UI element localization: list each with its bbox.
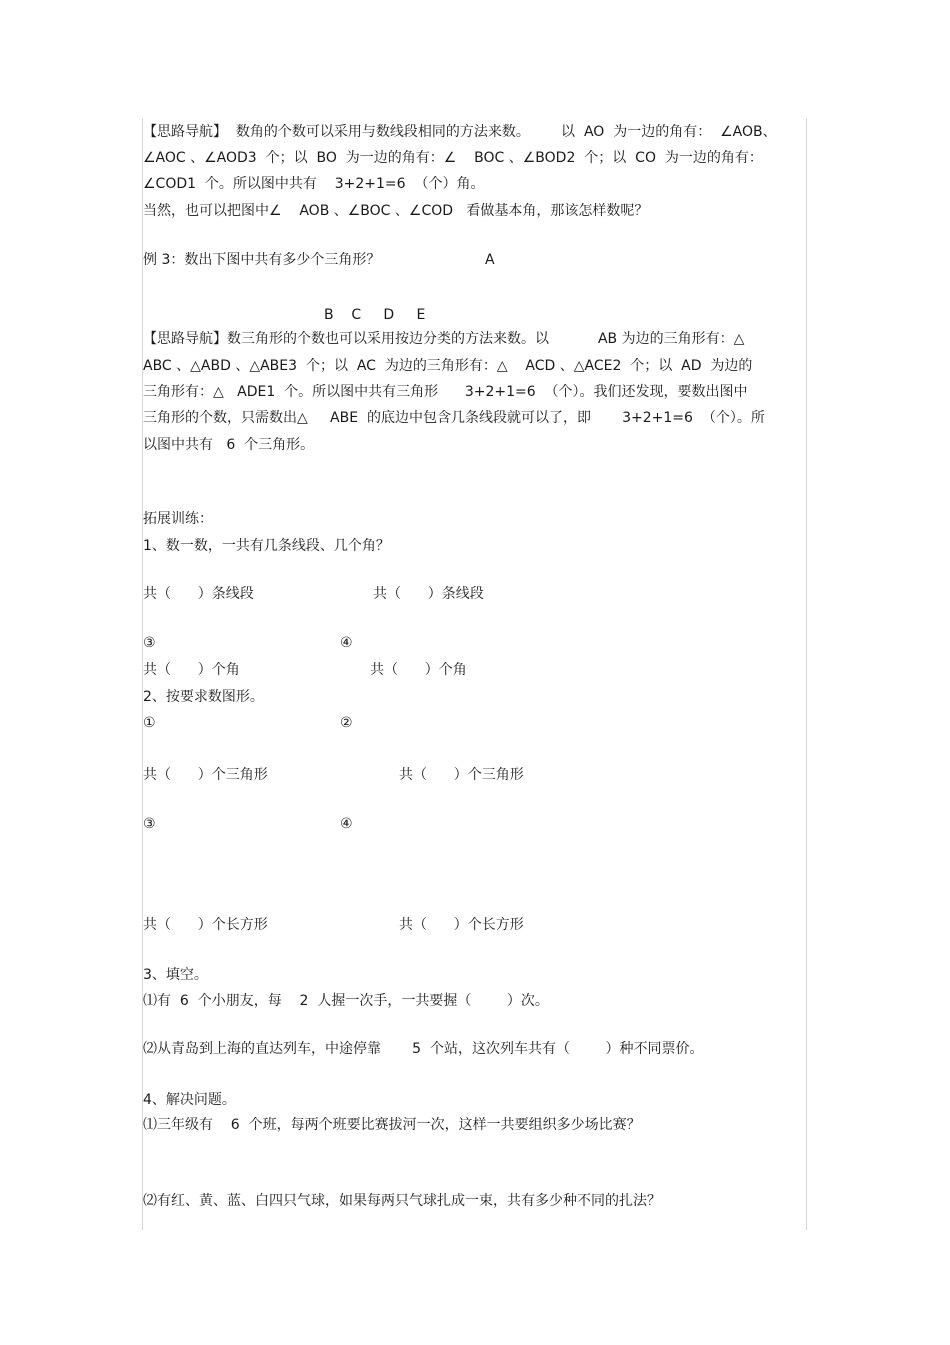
q2-rectangle-blank-b: 共（ ）个长方形 [399, 917, 524, 933]
q2-marker-1: ① [143, 715, 156, 731]
question-4-2: ⑵有红、黄、蓝、白四只气球，如果每两只气球扎成一束，共有多少种不同的扎法？ [143, 1193, 661, 1209]
question-3-2: ⑵从青岛到上海的直达列车，中途停靠 5 个站，这次列车共有（ ）种不同票价。 [143, 1041, 704, 1057]
right-margin-line [806, 118, 807, 1230]
paragraph2-line4: 三角形的个数，只需数出△ ABE 的底边中包含几条线段就可以了，即 3+2+1=6 （个）。所 [143, 410, 765, 426]
figure-labels-bottom: B C D E [324, 307, 426, 323]
question-3-1: ⑴有 6 个小朋友，每 2 人握一次手，一共要握（ ）次。 [143, 993, 549, 1009]
q1-segment-blank-b: 共（ ）条线段 [373, 586, 484, 602]
question-2: 2、按要求数图形。 [143, 689, 264, 705]
figure-label-a: A [485, 252, 495, 268]
q2-marker-2: ② [340, 715, 353, 731]
q2-rectangle-blank-a: 共（ ）个长方形 [143, 917, 268, 933]
paragraph1-line3: ∠COD1 个。所以图中共有 3+2+1=6 （个）角。 [143, 176, 485, 192]
q2-marker-4: ④ [340, 816, 353, 832]
practice-title: 拓展训练： [143, 511, 213, 527]
q1-marker-4: ④ [340, 635, 353, 651]
question-3: 3、填空。 [143, 967, 208, 983]
q1-segment-blank-a: 共（ ）条线段 [143, 586, 254, 602]
paragraph2-line2: ABC 、△ABD 、△ABE3 个；以 AC 为边的三角形有：△ ACD 、△ACE2 个；以 AD 为边的 [143, 358, 753, 374]
paragraph2-line5: 以图中共有 6 个三角形。 [143, 437, 315, 453]
q2-triangle-blank-b: 共（ ）个三角形 [399, 767, 524, 783]
paragraph2-line1: 【思路导航】数三角形的个数也可以采用按边分类的方法来数。以 AB 为边的三角形有：△ [143, 331, 745, 347]
question-4-1: ⑴三年级有 6 个班，每两个班要比赛拔河一次，这样一共要组织多少场比赛？ [143, 1117, 641, 1133]
q1-angle-blank-a: 共（ ）个角 [143, 662, 240, 678]
paragraph1-line4: 当然，也可以把图中∠ AOB 、∠BOC 、∠COD 看做基本角，那该怎样数呢？ [143, 203, 649, 219]
question-4: 4、解决问题。 [143, 1092, 236, 1108]
q1-angle-blank-b: 共（ ）个角 [370, 662, 467, 678]
q2-marker-3: ③ [143, 816, 156, 832]
paragraph2-line3: 三角形有：△ ADE1 个。所以图中共有三角形 3+2+1=6 （个）。我们还发现，要数出图中 [143, 384, 748, 400]
example3-question: 例 3：数出下图中共有多少个三角形？ [143, 252, 381, 268]
question-1: 1、数一数，一共有几条线段、几个角？ [143, 538, 390, 554]
q2-triangle-blank-a: 共（ ）个三角形 [143, 767, 268, 783]
paragraph1-line1: 【思路导航】 数角的个数可以采用与数线段相同的方法来数。 以 AO 为一边的角有： ∠AOB、 [143, 124, 777, 140]
q1-marker-3: ③ [143, 635, 156, 651]
paragraph1-line2: ∠AOC 、∠AOD3 个；以 BO 为一边的角有：∠ BOC 、∠BOD2 个；以 CO 为一边的角有： [143, 150, 763, 166]
